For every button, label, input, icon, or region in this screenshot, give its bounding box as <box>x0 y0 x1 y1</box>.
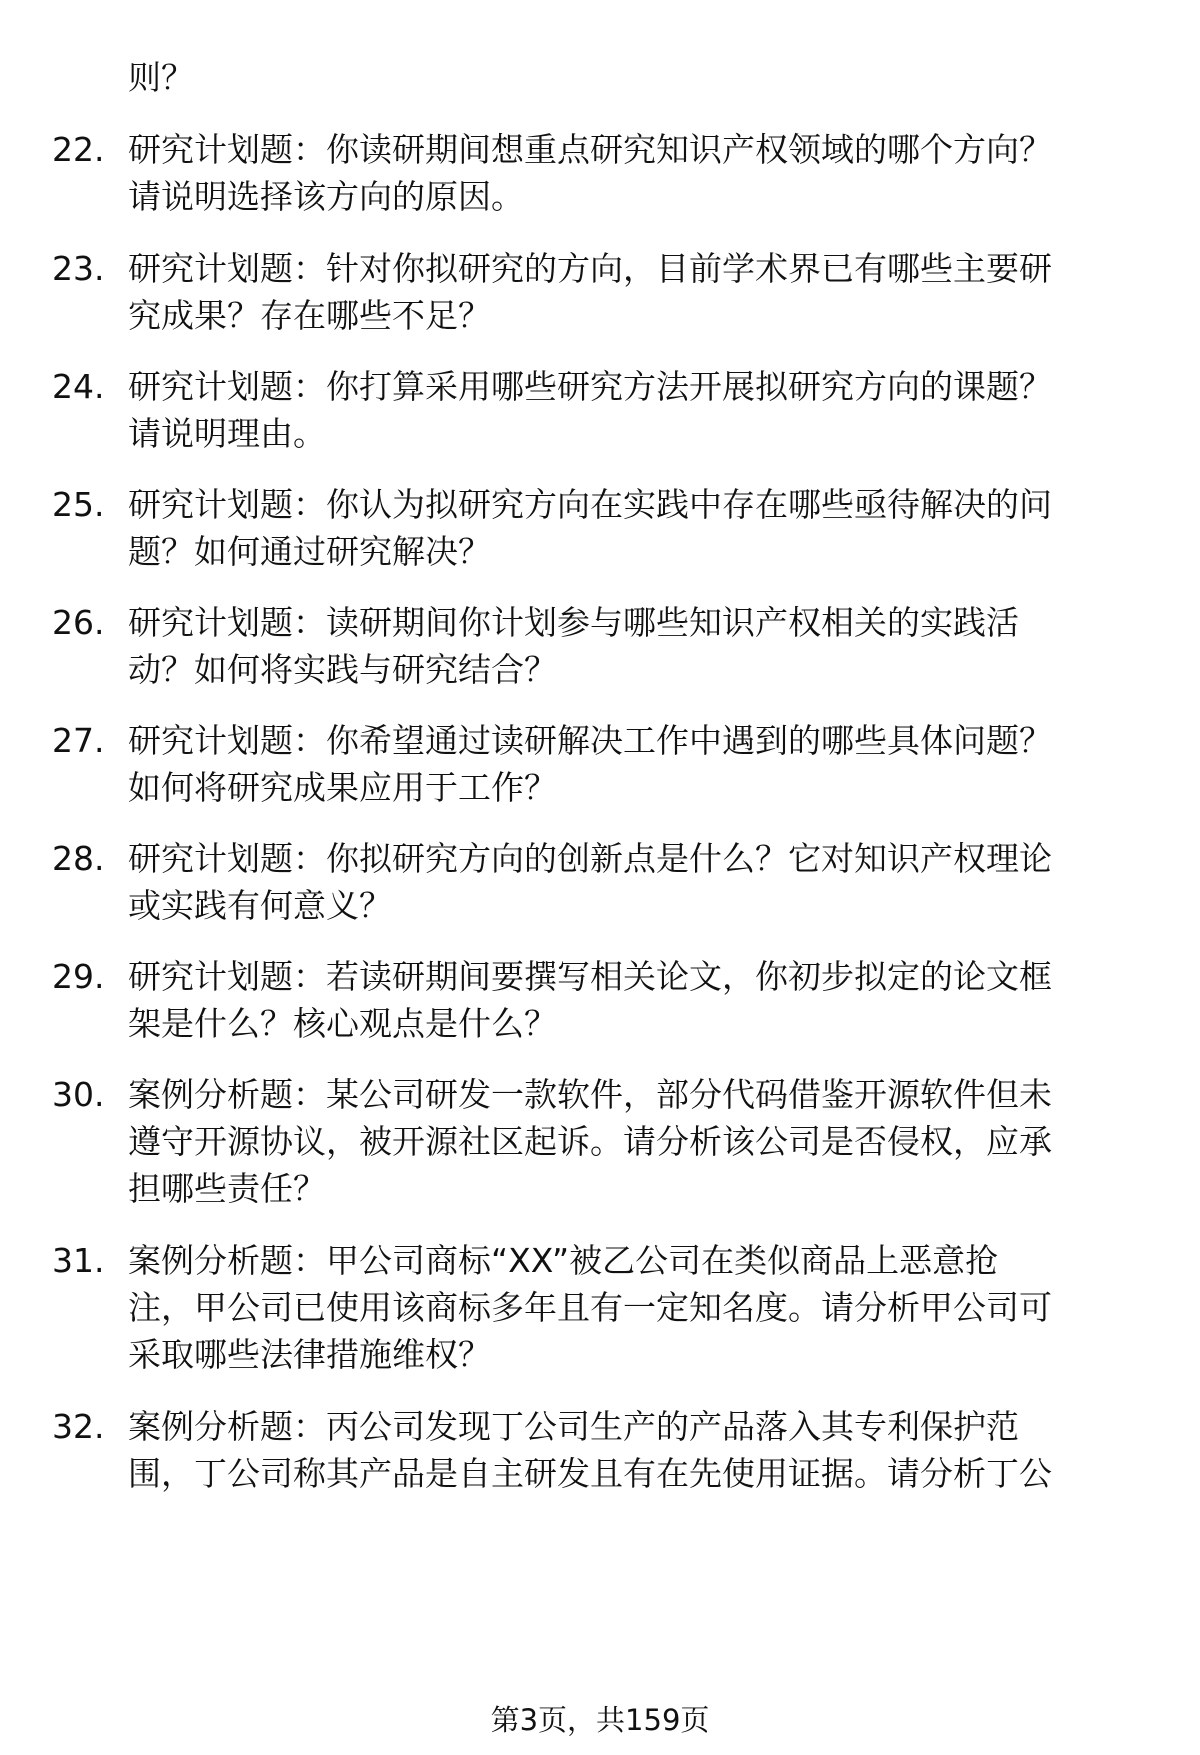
question-number: 29. <box>52 957 105 996</box>
question-number: 25. <box>52 485 105 524</box>
question-line: 研究计划题：若读研期间要撰写相关论文，你初步拟定的论文框 <box>128 957 1052 996</box>
question-line: 研究计划题：你认为拟研究方向在实践中存在哪些亟待解决的问 <box>128 485 1052 524</box>
question-line: 研究计划题：你打算采用哪些研究方法开展拟研究方向的课题？ <box>128 367 1052 406</box>
continuation-text: 则？ <box>128 58 194 97</box>
question-line: 案例分析题：甲公司商标“XX”被乙公司在类似商品上恶意抢 <box>128 1241 999 1280</box>
question-line: 或实践有何意义？ <box>128 886 392 925</box>
question-line: 架是什么？核心观点是什么？ <box>128 1004 557 1043</box>
question-number: 26. <box>52 603 105 642</box>
question-line: 如何将研究成果应用于工作？ <box>128 768 557 807</box>
question-line: 遵守开源协议，被开源社区起诉。请分析该公司是否侵权，应承 <box>128 1122 1052 1161</box>
question-line: 究成果？存在哪些不足？ <box>128 296 491 335</box>
question-number: 28. <box>52 839 105 878</box>
question-number: 31. <box>52 1241 105 1280</box>
question-number: 32. <box>52 1407 105 1446</box>
question-number: 23. <box>52 249 105 288</box>
question-line: 注，甲公司已使用该商标多年且有一定知名度。请分析甲公司可 <box>128 1288 1052 1327</box>
question-number: 22. <box>52 130 105 169</box>
page-number-footer: 第3页，共159页 <box>490 1703 710 1737</box>
question-line: 围，丁公司称其产品是自主研发且有在先使用证据。请分析丁公 <box>128 1454 1052 1493</box>
question-line: 请说明选择该方向的原因。 <box>128 177 524 216</box>
question-number: 30. <box>52 1075 105 1114</box>
question-line: 题？如何通过研究解决？ <box>128 532 491 571</box>
question-line: 采取哪些法律措施维权？ <box>128 1335 491 1374</box>
question-number: 24. <box>52 367 105 406</box>
question-line: 请说明理由。 <box>128 414 326 453</box>
question-line: 动？如何将实践与研究结合？ <box>128 650 557 689</box>
question-line: 研究计划题：读研期间你计划参与哪些知识产权相关的实践活 <box>128 603 1019 642</box>
question-line: 担哪些责任？ <box>128 1169 326 1208</box>
question-line: 研究计划题：你希望通过读研解决工作中遇到的哪些具体问题？ <box>128 721 1052 760</box>
question-line: 案例分析题：某公司研发一款软件，部分代码借鉴开源软件但未 <box>128 1075 1052 1114</box>
question-line: 案例分析题：丙公司发现丁公司生产的产品落入其专利保护范 <box>128 1407 1019 1446</box>
question-number: 27. <box>52 721 105 760</box>
question-line: 研究计划题：针对你拟研究的方向，目前学术界已有哪些主要研 <box>128 249 1052 288</box>
question-line: 研究计划题：你读研期间想重点研究知识产权领域的哪个方向？ <box>128 130 1052 169</box>
question-line: 研究计划题：你拟研究方向的创新点是什么？它对知识产权理论 <box>128 839 1052 878</box>
